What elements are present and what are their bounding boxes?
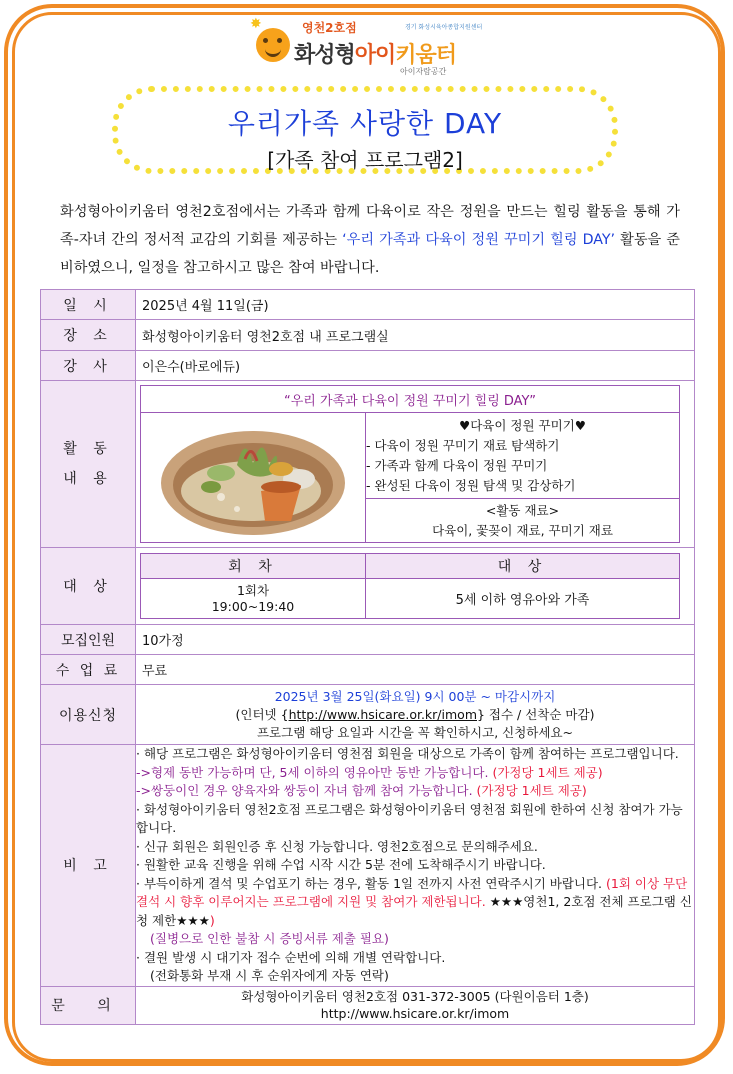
fee-label: 수 업 료 <box>41 655 136 685</box>
apply-label: 이용신청 <box>41 685 136 745</box>
logo-org: 경기 화성시육아종합지원센터 <box>405 24 483 31</box>
activity-cell <box>136 381 695 548</box>
intro-paragraph: 화성형아이키움터 영천2호점에서는 가족과 함께 다육이로 작은 정원을 만드는 힐링 활동을 통해 가족-자녀 간의 정서적 교감의 기회를 제공하는 ‘우리 가족과 다육이 정원 꾸미기 힐링 DAY’ 활동을 준비하였으니, 일정을 참고하시고 많은 참여 바랍니다. <box>60 204 680 276</box>
note-item: · 원활한 교육 진행을 위해 수업 시작 시간 5분 전에 도착해주시기 바랍니다. <box>136 857 546 872</box>
date-value: 2025년 4월 11일(금) <box>136 290 695 320</box>
fee-value: 무료 <box>136 655 695 685</box>
contact-cell <box>136 986 695 1024</box>
logo-sub: 아이자람공간 <box>400 67 447 76</box>
title-box <box>112 86 618 174</box>
session-header: 회 차 <box>141 554 366 579</box>
apply-note: 프로그램 해당 요일과 시간을 꼭 확인하시고, 신청하세요~ <box>256 724 573 740</box>
notes-label: 비 고 <box>41 745 136 987</box>
page-subtitle: [가족 참여 프로그램2] <box>267 148 463 172</box>
recruit-value: 10가정 <box>136 625 695 655</box>
notes-cell <box>136 745 695 987</box>
place-value: 화성형아이키움터 영천2호점 내 프로그램실 <box>136 320 695 351</box>
note-item: · 신규 회원은 회원인증 후 신청 가능합니다. 영천2호점으로 문의해주세요. <box>136 838 538 854</box>
materials-value: 다육이, 꽃꽂이 재료, 꾸미기 재료 <box>432 522 613 538</box>
note-item: · 해당 프로그램은 화성형아이키움터 영천점 회원을 대상으로 가족이 함께 참여하는 프로그램입니다. <box>136 746 679 761</box>
target-label: 대 상 <box>41 548 136 625</box>
note-item: · 부득이하게 결석 및 수업포기 하는 경우, 활동 1일 전까지 사전 연락주시기 바랍니다. (1회 이상 무단결석 시 향후 이루어지는 프로그램에 지원 및 참여가 제한됩니다. ★★★영천1, 2호점 전체 프로그램 신청 제한★★★) <box>136 875 692 928</box>
logo-branch: 영천2호점 <box>302 21 357 35</box>
note-item: · 화성형아이키움터 영천2호점 프로그램은 화성형아이키움터 영천점 회원에 한하여 신청 참여가 가능합니다. <box>136 801 683 835</box>
materials-heading: <활동 재료> <box>485 502 560 518</box>
target-table <box>140 553 680 619</box>
apply-url-link[interactable]: http://www.hsicare.or.kr/imom <box>288 706 477 722</box>
activity-label: 활 동 내 용 <box>41 381 136 548</box>
activity-table <box>140 385 680 543</box>
apply-method: (인터넷 {http://www.hsicare.or.kr/imom} 접수 / 선착순 마감) <box>235 706 595 722</box>
info-table <box>40 289 695 1025</box>
contact-label: 문 의 <box>41 986 136 1024</box>
date-label: 일 시 <box>41 290 136 320</box>
apply-deadline: 2025년 3월 25일(화요일) 9시 00분 ~ 마감시까지 <box>274 688 556 704</box>
place-label: 장 소 <box>41 320 136 351</box>
audience-header: 대 상 <box>366 554 680 579</box>
note-item: (질병으로 인한 불참 시 증빙서류 제출 필요) <box>150 931 389 946</box>
recruit-label: 모집인원 <box>41 625 136 655</box>
activity-title: “우리 가족과 다육이 정원 꾸미기 힐링 DAY” <box>141 386 680 413</box>
teacher-label: 강 사 <box>41 351 136 381</box>
teacher-value: 이은수(바로에듀) <box>136 351 695 381</box>
contact-url[interactable]: http://www.hsicare.or.kr/imom <box>320 1006 510 1021</box>
succulent-garden-image <box>141 413 366 543</box>
page-title: 우리가족 사랑한 DAY <box>227 107 503 140</box>
contact-info: 화성형아이키움터 영천2호점 031-372-3005 (다원이음터 1층) <box>241 989 589 1004</box>
note-item: ->형제 동반 가능하며 단, 5세 이하의 영유아만 동반 가능합니다. (가정당 1세트 제공) <box>136 764 603 780</box>
activity-list <box>366 413 680 499</box>
note-item: ->쌍둥이인 경우 양육자와 쌍둥이 자녀 함께 참여 가능합니다. (가정당 1세트 제공) <box>136 783 587 798</box>
smiley-face-icon <box>256 28 290 62</box>
apply-cell <box>136 685 695 745</box>
materials <box>366 499 680 543</box>
activity-item: - 가족과 함께 다육이 정원 꾸미기 <box>366 457 548 473</box>
activity-item: - 다육이 정원 꾸미기 재료 탐색하기 <box>366 437 560 453</box>
star-icon: ✸ <box>250 16 262 32</box>
target-cell <box>136 548 695 625</box>
activity-heading: ♥다육이 정원 꾸미기♥ <box>459 417 586 433</box>
note-item: · 결원 발생 시 대기자 접수 순번에 의해 개별 연락합니다. <box>136 949 446 965</box>
audience-value: 5세 이하 영유아와 가족 <box>366 579 680 619</box>
session-cell: 1회차 19:00~19:40 <box>141 579 366 619</box>
activity-item: - 완성된 다육이 정원 탐색 및 감상하기 <box>366 477 576 493</box>
logo-title: 화성형아이키움터 <box>294 43 457 68</box>
note-item: (전화통화 부재 시 후 순위자에게 자동 연락) <box>150 968 389 983</box>
logo <box>250 14 500 74</box>
